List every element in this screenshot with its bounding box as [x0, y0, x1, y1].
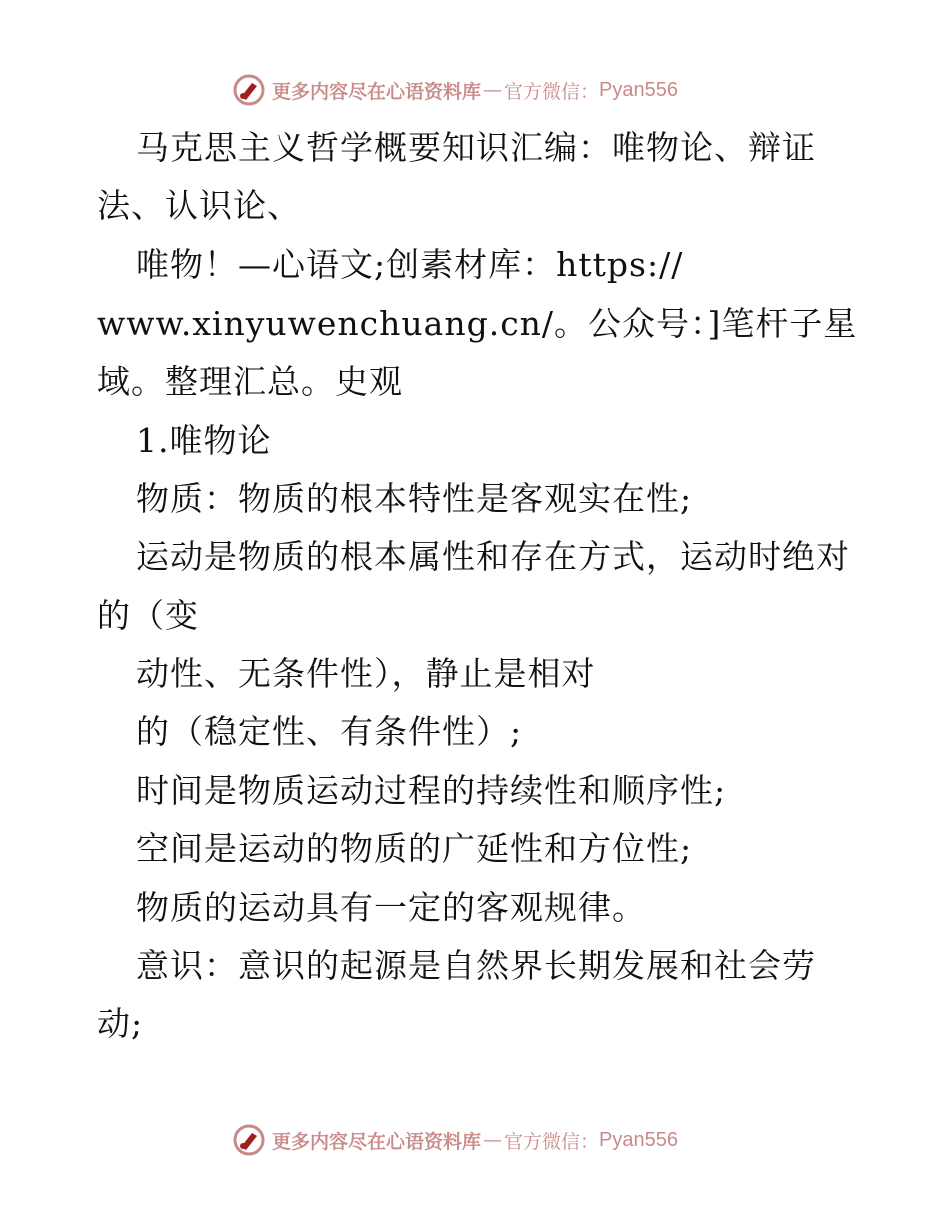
text-line-11: 的（稳定性、有条件性）; — [136, 712, 523, 751]
watermark-wechat-id: Pyan556 — [599, 1128, 678, 1151]
text-line-10: 动性、无条件性），静止是相对 — [136, 654, 596, 693]
watermark-brand: 更多内容尽在心语资料库 — [272, 80, 482, 103]
watermark-brand: 更多内容尽在心语资料库 — [272, 1130, 482, 1153]
text-line-12: 时间是物质运动过程的持续性和顺序性; — [136, 771, 727, 810]
text-line-8: 运动是物质的根本属性和存在方式，运动时绝对 — [136, 537, 850, 576]
watermark-official: 官方微信： — [504, 1130, 600, 1153]
watermark-wechat-id: Pyan556 — [599, 78, 678, 101]
text-line-4: www.xinyuwenchuang.cn/。公众号：]笔杆子星 — [97, 304, 858, 343]
brush-pen-logo-icon — [232, 1123, 266, 1157]
text-line-16: 动; — [97, 1004, 144, 1043]
text-line-7: 物质：物质的根本特性是客观实在性; — [136, 479, 693, 518]
text-line-5: 域。整理汇总。史观 — [97, 362, 403, 401]
text-line-14: 物质的运动具有一定的客观规律。 — [136, 888, 646, 927]
text-line-15: 意识：意识的起源是自然界长期发展和社会劳 — [136, 946, 816, 985]
text-line-1: 马克思主义哲学概要知识汇编：唯物论、辩证 — [136, 128, 816, 167]
footer-watermark — [232, 1122, 678, 1158]
header-watermark — [232, 72, 678, 108]
watermark-dash: — — [483, 1129, 503, 1151]
text-line-2: 法、认识论、 — [97, 186, 301, 225]
text-line-9: 的（变 — [97, 596, 199, 635]
text-line-13: 空间是运动的物质的广延性和方位性; — [136, 829, 693, 868]
text-line-3: 唯物！—心语文;创素材库：https:// — [136, 245, 684, 284]
brush-pen-logo-icon — [232, 73, 266, 107]
text-line-6: 1.唯物论 — [136, 421, 272, 460]
watermark-official: 官方微信： — [504, 80, 600, 103]
watermark-dash: — — [483, 79, 503, 101]
